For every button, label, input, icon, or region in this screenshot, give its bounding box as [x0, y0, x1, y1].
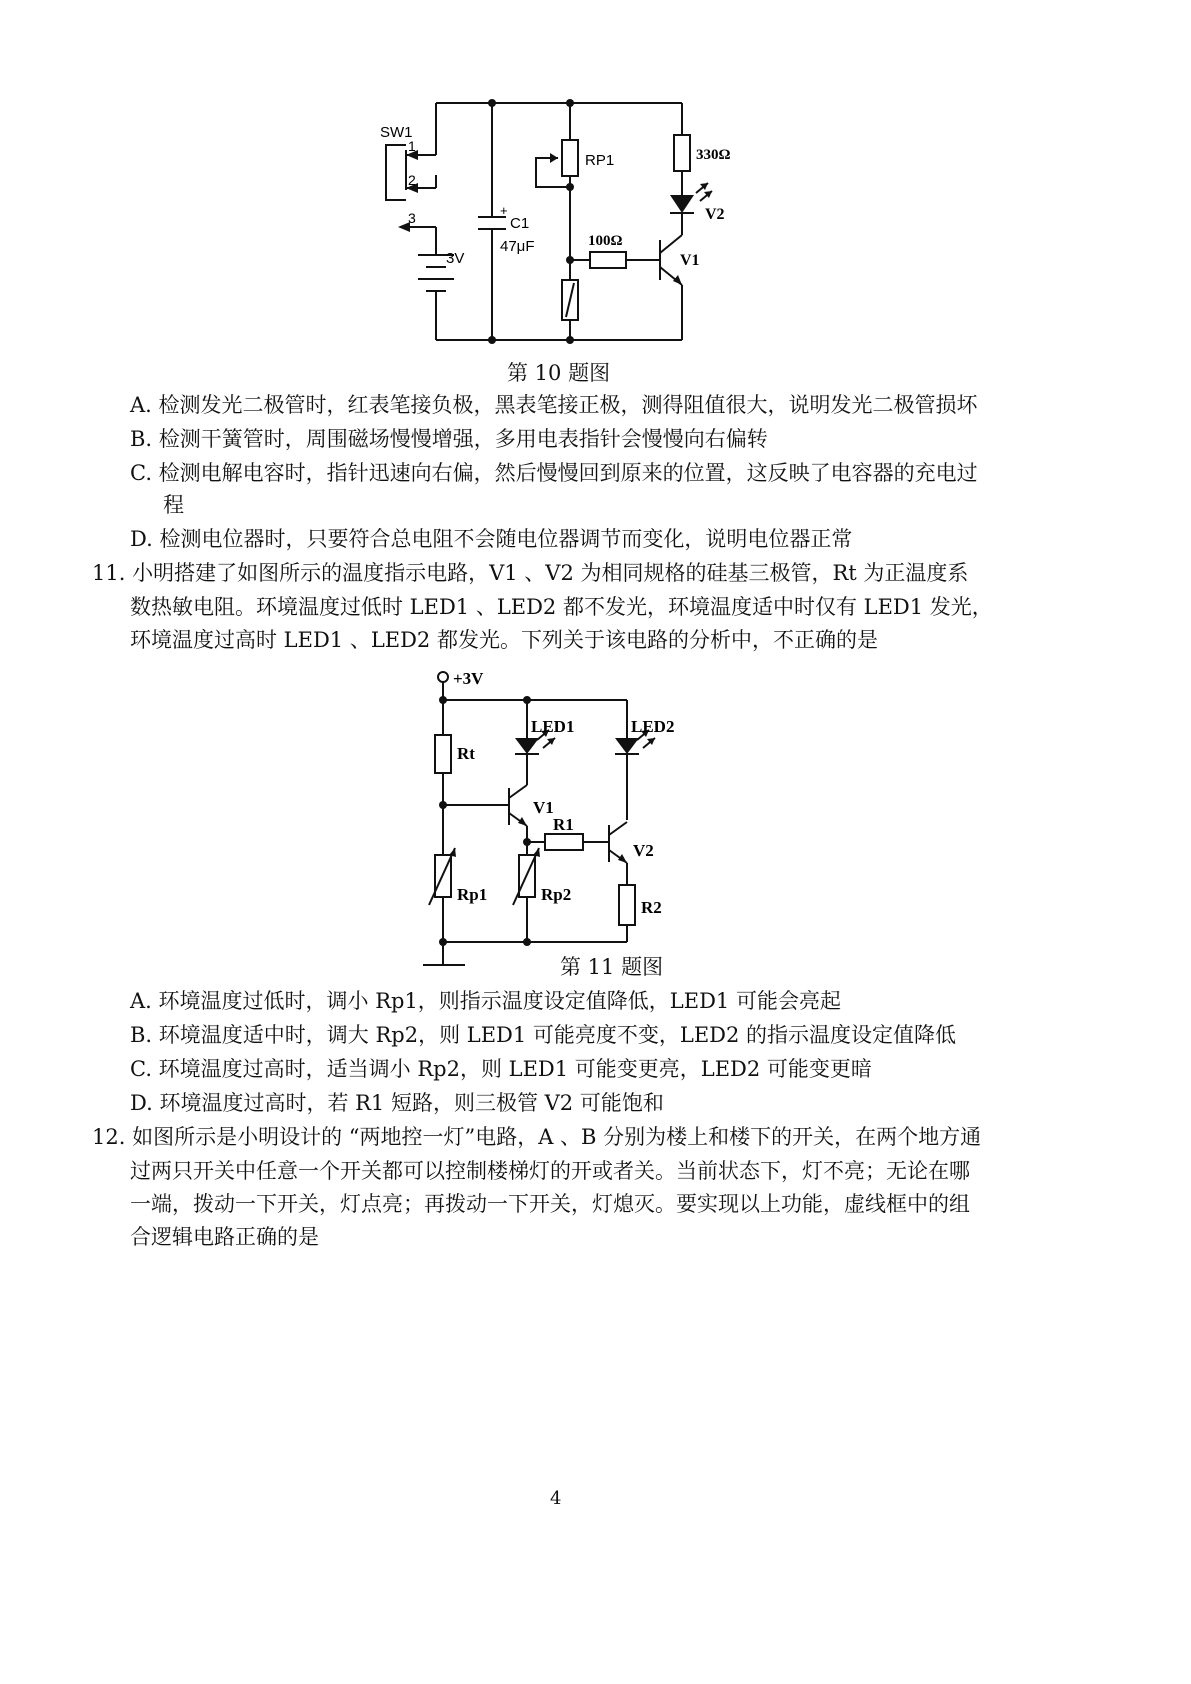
q12-stem-line-1: 12. 如图所示是小明设计的 “两地控一灯”电路，A 、B 分别为楼上和楼下的开关，在两个地方通	[92, 1125, 982, 1149]
q10-label-sw1: SW1	[380, 124, 413, 141]
q11-option-c: C. 环境温度过高时，适当调小 Rp2，则 LED1 可能变更亮，LED2 可能变更暗	[130, 1057, 872, 1081]
q11-stem-line-1: 11. 小明搭建了如图所示的温度指示电路，V1 、V2 为相同规格的硅基三极管，Rt 为正温度系	[92, 561, 969, 585]
q11-label-rt: Rt	[457, 744, 475, 763]
q10-label-330ohm: 330Ω	[696, 147, 731, 163]
q10-label-c1-plus: +	[500, 203, 508, 218]
q10-label-c1-value: 47μF	[500, 238, 535, 255]
q10-figure-caption: 第 10 题图	[507, 361, 611, 385]
q11-label-led1: LED1	[531, 717, 575, 736]
q11-circuit-figure	[415, 660, 705, 975]
q10-label-v1: V1	[680, 252, 700, 269]
q10-option-b: B. 检测干簧管时，周围磁场慢慢增强，多用电表指针会慢慢向右偏转	[130, 427, 768, 451]
q10-option-a: A. 检测发光二极管时，红表笔接负极，黑表笔接正极，测得阻值很大，说明发光二极管损坏	[130, 393, 978, 417]
q10-label-c1: C1	[510, 215, 530, 232]
q11-label-v1: V1	[533, 798, 554, 817]
q11-label-r1: R1	[553, 815, 574, 834]
q12-stem-line-3: 一端，拨动一下开关，灯点亮；再拨动一下开关，灯熄灭。要实现以上功能，虚线框中的组	[130, 1192, 970, 1216]
q11-label-rp2: Rp2	[541, 885, 572, 904]
q11-label-vcc: +3V	[453, 669, 484, 688]
q11-option-d: D. 环境温度过高时，若 R1 短路，则三极管 V2 可能饱和	[130, 1091, 664, 1115]
q10-option-c: C. 检测电解电容时，指针迅速向右偏，然后慢慢回到原来的位置，这反映了电容器的充电过	[130, 461, 978, 485]
q10-label-pin3: 3	[408, 210, 416, 226]
q11-figure-caption: 第 11 题图	[560, 955, 664, 979]
q11-stem-line-2: 数热敏电阻。环境温度过低时 LED1 、LED2 都不发光，环境温度适中时仅有 LED1 发光，	[130, 595, 993, 619]
q12-stem-line-4: 合逻辑电路正确的是	[130, 1225, 319, 1249]
q11-label-rp1: Rp1	[457, 885, 488, 904]
q10-label-battery: 3V	[446, 250, 465, 267]
q10-label-v2: V2	[705, 206, 725, 223]
q10-circuit-figure	[380, 95, 760, 365]
q10-label-rp1: RP1	[585, 152, 615, 169]
q11-label-r2: R2	[641, 898, 662, 917]
q11-option-b: B. 环境温度适中时，调大 Rp2，则 LED1 可能亮度不变，LED2 的指示温度设定值降低	[130, 1023, 957, 1047]
q11-stem-line-3: 环境温度过高时 LED1 、LED2 都发光。下列关于该电路的分析中，不正确的是	[130, 628, 878, 652]
q10-label-pin2: 2	[408, 172, 416, 188]
q12-stem-line-2: 过两只开关中任意一个开关都可以控制楼梯灯的开或者关。当前状态下，灯不亮；无论在哪	[130, 1159, 970, 1183]
q11-label-v2: V2	[633, 841, 654, 860]
q11-option-a: A. 环境温度过低时，调小 Rp1，则指示温度设定值降低，LED1 可能会亮起	[130, 989, 841, 1013]
q10-option-c-cont: 程	[163, 493, 184, 517]
page-number: 4	[550, 1488, 562, 1509]
q11-label-led2: LED2	[631, 717, 675, 736]
q10-option-d: D. 检测电位器时，只要符合总电阻不会随电位器调节而变化，说明电位器正常	[130, 527, 853, 551]
q10-label-pin1: 1	[408, 138, 416, 154]
q10-label-100ohm: 100Ω	[588, 233, 623, 249]
